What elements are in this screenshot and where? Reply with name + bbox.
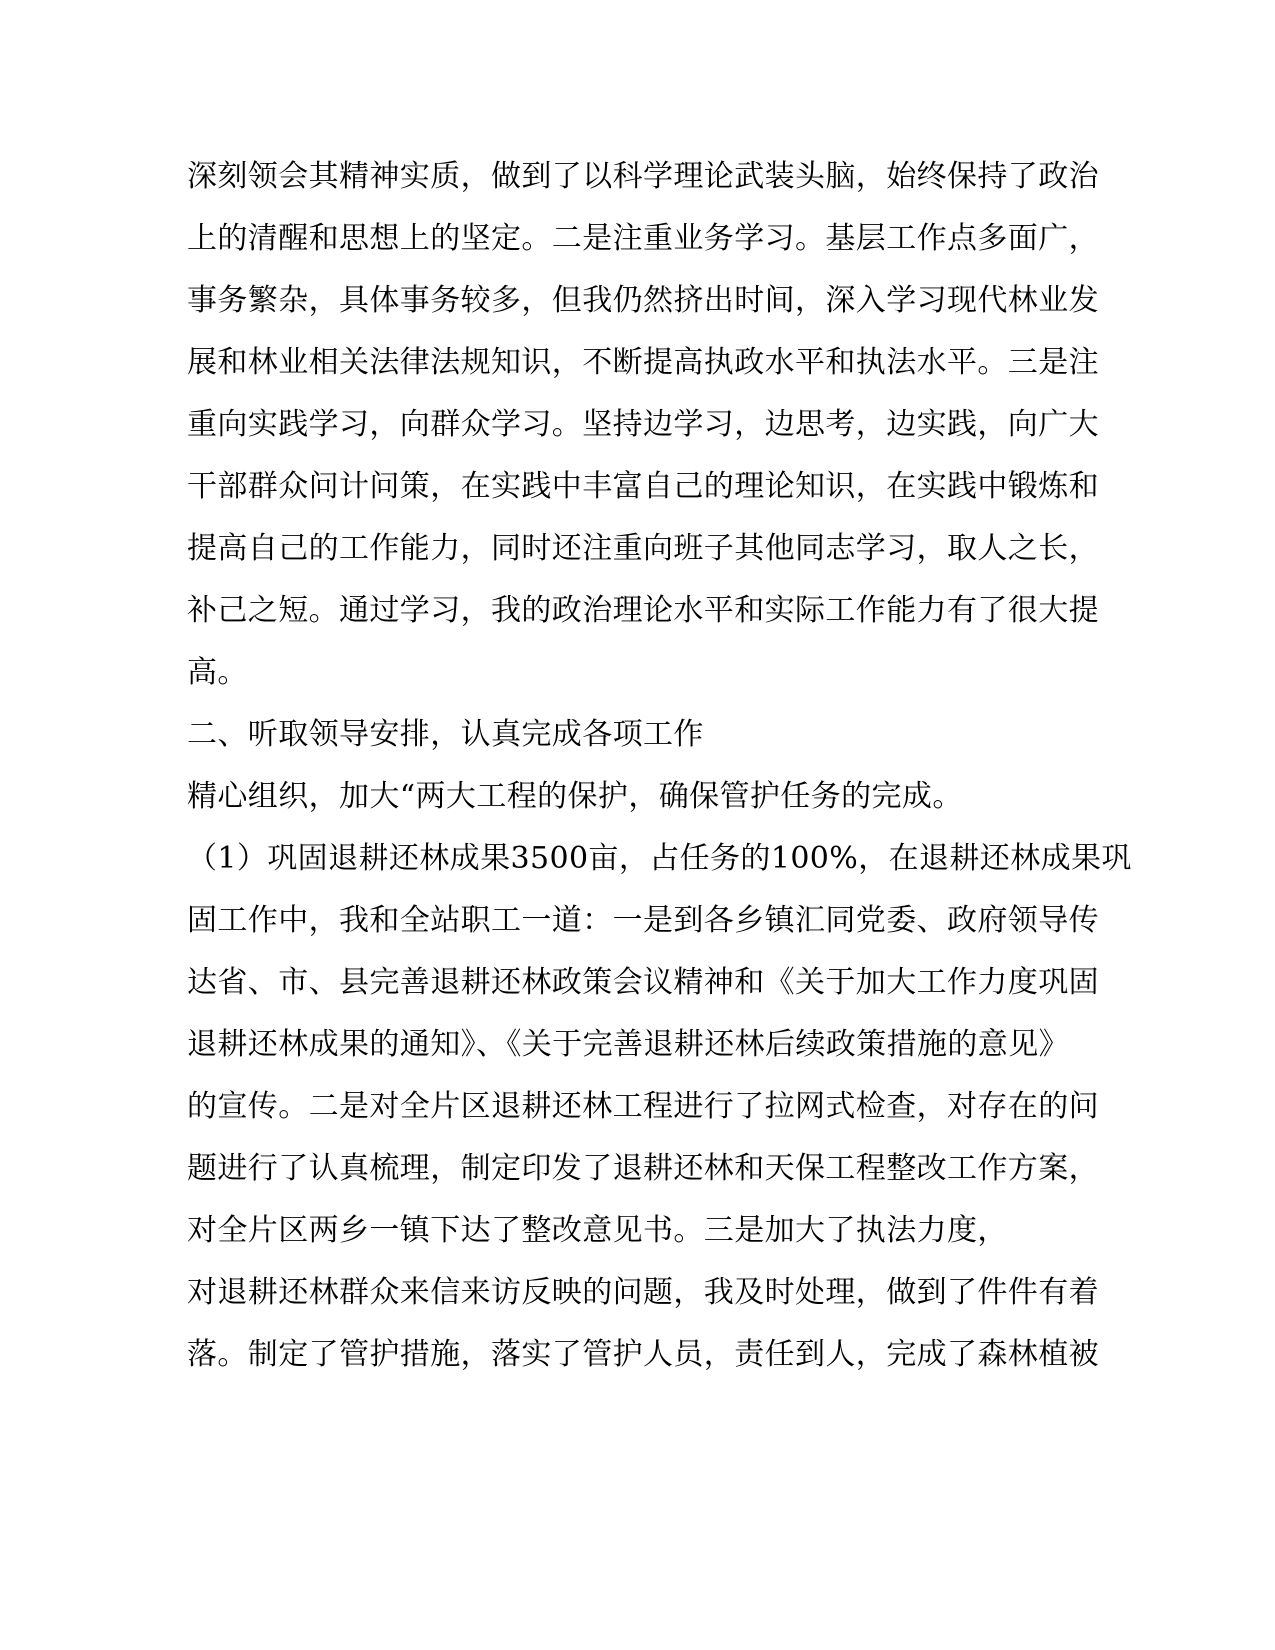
text-line: 题进行了认真梳理，制定印发了退耕还林和天保工程整改工作方案， (187, 1151, 1099, 1186)
text-line: 事务繁杂，具体事务较多，但我仍然挤出时间，深入学习现代林业发 (187, 283, 1099, 318)
text-line: 固工作中，我和全站职工一道：一是到各乡镇汇同党委、政府领导传 (187, 903, 1099, 938)
text-line: 高。 (187, 655, 248, 690)
text-line: 展和林业相关法律法规知识，不断提高执政水平和执法水平。三是注 (187, 345, 1099, 380)
text-line: 干部群众问计问策，在实践中丰富自己的理论知识，在实践中锻炼和 (187, 469, 1099, 504)
text-line: （1）巩固退耕还林成果3500亩，占任务的100%，在退耕还林成果巩 (187, 841, 1132, 876)
text-line: 补己之短。通过学习，我的政治理论水平和实际工作能力有了很大提 (187, 593, 1099, 628)
text-line: 重向实践学习，向群众学习。坚持边学习，边思考，边实践，向广大 (187, 407, 1099, 442)
text-line: 精心组织，加大“两大工程的保护，确保管护任务的完成。 (187, 779, 963, 814)
text-line: 上的清醒和思想上的坚定。二是注重业务学习。基层工作点多面广， (187, 221, 1099, 256)
text-line: 对全片区两乡一镇下达了整改意见书。三是加大了执法力度， (187, 1213, 1008, 1248)
text-line: 对退耕还林群众来信来访反映的问题，我及时处理，做到了件件有着 (187, 1275, 1099, 1310)
text-line: 深刻领会其精神实质，做到了以科学理论武装头脑，始终保持了政治 (187, 159, 1099, 194)
text-line: 退耕还林成果的通知》、《关于完善退耕还林后续政策措施的意见》 (187, 1027, 1069, 1062)
text-line: 提高自己的工作能力，同时还注重向班子其他同志学习，取人之长， (187, 531, 1099, 566)
section-heading: 二、听取领导安排，认真完成各项工作 (187, 717, 704, 752)
text-line: 的宣传。二是对全片区退耕还林工程进行了拉网式检查，对存在的问 (187, 1089, 1099, 1124)
text-line: 达省、市、县完善退耕还林政策会议精神和《关于加大工作力度巩固 (187, 965, 1099, 1000)
text-line: 落。制定了管护措施，落实了管护人员，责任到人，完成了森林植被 (187, 1337, 1099, 1372)
